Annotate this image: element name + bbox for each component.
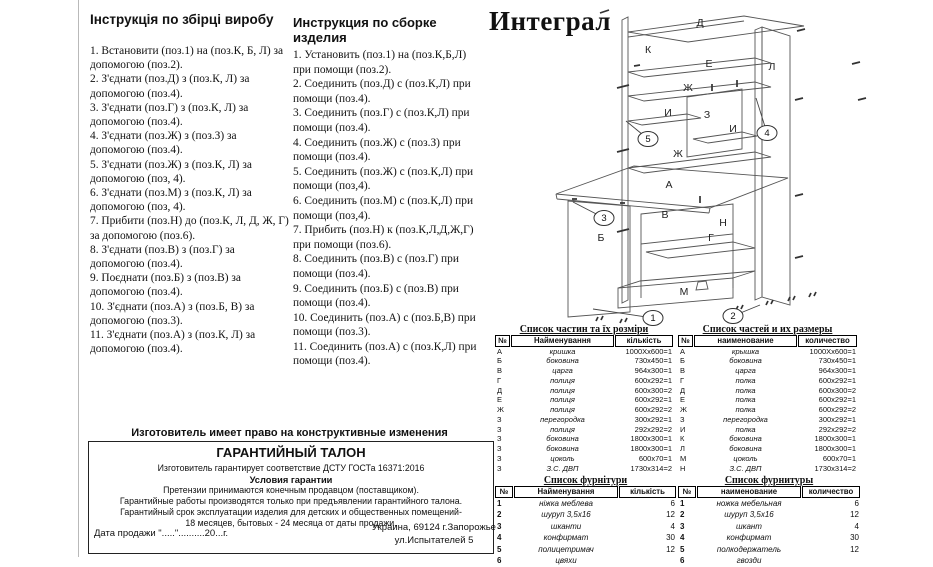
part-label: З xyxy=(703,109,711,121)
text-line: 4. З'єднати (поз.Ж) з (поз.З) за допомогою (поз.4). xyxy=(90,130,237,157)
table-row xyxy=(495,521,676,533)
text-line: 7. Прибить (поз.Н) к (поз.К,Л,Д,Ж,Г) при помощи (поз.6). xyxy=(293,224,474,251)
text-line: 11. Соединить (поз.А) с (поз.К,Л) при помощи (поз.4). xyxy=(293,340,477,368)
cell: 600х70=1 xyxy=(822,453,856,463)
cell: 1800х300=1 xyxy=(630,444,672,453)
cell: 5 xyxy=(497,544,502,554)
instructions-ru-list xyxy=(293,48,486,369)
cell: 2 xyxy=(497,510,502,519)
cell: 1800х300=1 xyxy=(630,434,672,444)
table-row xyxy=(495,454,673,464)
cell: З xyxy=(497,424,502,434)
cell: 1 xyxy=(497,498,502,508)
text-line: 10. Соединить (поз.А) с (поз.Б,В) при помощи (поз.3). xyxy=(293,311,476,339)
part-label: Ж xyxy=(673,148,683,160)
table-row xyxy=(495,464,673,474)
header-row xyxy=(678,335,857,347)
text-line: Гарантийный срок эксплуатации изделия для детских и общественных помещений- xyxy=(120,507,462,517)
table-row xyxy=(495,347,673,357)
cell: Д xyxy=(497,385,503,395)
part-label: Г xyxy=(708,232,714,244)
callout-number: 2 xyxy=(730,311,736,323)
cell: цоколь xyxy=(733,453,758,463)
cell: Ж xyxy=(497,405,504,414)
text-line: 9. Соединить (поз.Б) с (поз.В) при помощи (поз.4). xyxy=(293,282,459,310)
table-row xyxy=(678,415,857,425)
cell: В xyxy=(497,366,503,375)
cell: З xyxy=(497,414,502,424)
cell: Д xyxy=(680,385,686,395)
table-row xyxy=(678,425,857,435)
cell: 600х292=1 xyxy=(818,395,856,405)
part-label: И xyxy=(664,107,672,119)
cell: конфирмат xyxy=(726,533,772,542)
part-label: Н xyxy=(719,217,727,229)
text-line: 7. Прибити (поз.Н) до (поз.К, Л, Д, Ж, Г) за допомогою (поз.6). xyxy=(90,215,289,242)
cell: 12 xyxy=(850,544,859,554)
cell: царга xyxy=(552,366,573,375)
text-line: 6. З'єднати (поз.М) з (поз.К, Л) за допомогою (поз, 4). xyxy=(90,187,252,214)
cell: шуруп 3,5х16 xyxy=(724,510,774,519)
part-label: И xyxy=(729,123,737,135)
cell: Г xyxy=(497,375,502,385)
cell: 1800х300=1 xyxy=(814,444,856,453)
table-row xyxy=(678,366,857,376)
cell: полка xyxy=(735,424,756,434)
cell: полицетримач xyxy=(538,544,594,554)
part-label: Д xyxy=(696,17,704,29)
cell: перегородка xyxy=(723,414,768,424)
cell: И xyxy=(680,424,686,434)
table-row xyxy=(678,347,857,357)
cell: 4 xyxy=(854,521,859,531)
cell: 3 xyxy=(680,521,685,531)
cell: 600х292=2 xyxy=(818,405,856,414)
text-line: 6. Соединить (поз.М) с (поз.К,Л) при помощи (поз,4). xyxy=(293,194,474,222)
col-num: № xyxy=(678,335,693,347)
table-row xyxy=(495,425,673,435)
cell: 300х292=1 xyxy=(634,414,672,424)
cell: полка xyxy=(735,405,756,414)
cell: полка xyxy=(735,395,756,405)
cell: А xyxy=(680,346,686,356)
cell: 964х300=1 xyxy=(818,366,856,375)
cell: 300х292=1 xyxy=(818,414,856,424)
text-line: Претензии принимаются конечным продавцом (поставщиком). xyxy=(163,485,419,495)
cell: 730х450=1 xyxy=(634,356,672,366)
cell: царга xyxy=(735,366,756,375)
instructions-ru xyxy=(293,15,486,369)
cell: боковина xyxy=(729,434,762,444)
cell: 6 xyxy=(854,498,859,508)
cell: Г xyxy=(680,375,685,385)
cell: 292х292=2 xyxy=(634,424,672,434)
hardware-table-ru-title: Список фурнитуры xyxy=(724,475,814,486)
hardware-table-ua-title: Список фурнітури xyxy=(543,475,628,486)
table-row xyxy=(678,444,857,454)
part-label: В xyxy=(661,209,669,221)
warranty-box xyxy=(88,441,494,554)
text-line: 11. З'єднати (поз.А) з (поз.К, Л) за допомогою (поз.4). xyxy=(90,329,256,356)
cell: полкодержатель xyxy=(716,544,782,554)
cell: А xyxy=(497,346,503,356)
table-row xyxy=(495,376,673,386)
cell: 1 xyxy=(680,498,685,508)
cell: кришка xyxy=(549,346,576,356)
callout-number: 3 xyxy=(601,213,607,225)
text-line: 1. Встановити (поз.1) на (поз.К, Б, Л) за допомогою (поз.2). xyxy=(90,45,284,72)
table-row xyxy=(495,405,673,415)
cell: 1000Хх600=1 xyxy=(809,346,856,356)
cell: 1000Хх600=1 xyxy=(625,346,672,356)
instructions-ua-heading: Інструкція по збірці виробу xyxy=(90,12,274,27)
cell: цвяхи xyxy=(555,556,577,565)
table-row xyxy=(678,544,860,556)
cell: полиця xyxy=(550,424,575,434)
text-line: 8. З'єднати (поз.В) з (поз.Г) за допомогою (поз.4). xyxy=(90,243,235,271)
text-line: 18 месяцев, бытовых - 24 месяца от даты продажи. xyxy=(185,518,397,528)
table-row xyxy=(495,444,673,454)
table-row xyxy=(495,509,676,521)
cell: К xyxy=(680,434,685,444)
part-label: М xyxy=(679,286,689,298)
col-name: Найменування xyxy=(511,335,614,347)
text-line: 8. Соединить (поз.В) с (поз.Г) при помощи (поз.4). xyxy=(293,253,459,280)
cell: 12 xyxy=(666,544,675,554)
manufacturer-note: Изготовитель имеет право на конструктивные изменения xyxy=(131,427,448,439)
col-name: наименование xyxy=(694,335,797,347)
cell: полка xyxy=(735,375,756,385)
cell: 6 xyxy=(680,556,685,565)
text-line: 4. Соединить (поз.Ж) с (поз.З) при помощи (поз.4). xyxy=(293,136,461,164)
cell: З xyxy=(680,414,685,424)
table-row xyxy=(495,532,676,544)
warranty-title: ГАРАНТИЙНЫЙ ТАЛОН xyxy=(216,445,366,460)
cell: Л xyxy=(680,444,685,453)
parts-table-ru xyxy=(677,324,858,473)
cell: 1730х314=2 xyxy=(814,463,856,473)
cell: 600х292=2 xyxy=(634,405,672,414)
cell: ножка мебельная xyxy=(716,498,782,508)
table-row xyxy=(678,509,860,521)
col-qty: кількість xyxy=(615,335,673,347)
text-line: 2. Соединить (поз.Д) с (поз.К,Л) при помощи (поз.4). xyxy=(293,78,471,105)
parts-table-ua-title: Список частин та їх розміри xyxy=(519,324,649,335)
table-row xyxy=(495,415,673,425)
table-row xyxy=(495,386,673,396)
part-label: Л xyxy=(768,61,776,73)
text-line: 5. Соединить (поз.Ж) с (поз.К,Л) при помощи (поз,4). xyxy=(293,165,474,193)
hardware-table-ru xyxy=(677,475,861,567)
warranty-conditions-heading: Условия гарантии xyxy=(249,475,333,485)
cell: Е xyxy=(680,395,686,405)
cell: 12 xyxy=(666,510,675,519)
cell: шкант xyxy=(736,521,762,531)
instructions-ua xyxy=(90,12,291,356)
cell: 6 xyxy=(670,498,675,508)
table-row xyxy=(678,356,857,366)
cell: перегородка xyxy=(540,414,585,424)
cell: ніжка меблева xyxy=(539,498,593,508)
cell: полиця xyxy=(550,405,575,414)
fastener-ticks xyxy=(572,10,866,323)
cell: полиця xyxy=(550,395,575,405)
parts-table-ua xyxy=(494,324,674,473)
cell: 1730х314=2 xyxy=(630,463,672,473)
address-line-1: Украина, 69124 г.Запорожье xyxy=(372,522,496,533)
cell: полиця xyxy=(550,375,575,385)
col-name: наименование xyxy=(697,486,801,498)
cell: крышка xyxy=(731,346,760,356)
cell: боковина xyxy=(729,356,762,366)
cell: 4 xyxy=(680,533,685,542)
cell: 30 xyxy=(850,533,859,542)
callout-number: 5 xyxy=(645,134,651,146)
cell: 3 xyxy=(497,521,502,531)
table-row xyxy=(678,405,857,415)
cell: З.С. ДВП xyxy=(729,463,762,473)
table-row xyxy=(678,555,860,567)
sale-date-label: Дата продажи "....."..........20...г. xyxy=(94,528,229,539)
cell: 600х292=1 xyxy=(818,375,856,385)
cell: 600х292=1 xyxy=(634,395,672,405)
product-title: Интеграл xyxy=(489,6,611,36)
col-num: № xyxy=(495,486,513,498)
callout-number: 1 xyxy=(650,313,656,325)
col-qty: количество xyxy=(798,335,857,347)
col-num: № xyxy=(678,486,696,498)
table-row xyxy=(678,464,857,474)
cell: боковина xyxy=(729,444,762,453)
callout-number: 4 xyxy=(764,128,770,140)
table-row xyxy=(495,544,676,556)
part-label: А xyxy=(665,179,673,191)
text-line: 3. Соединить (поз.Г) с (поз.К,Л) при помощи (поз.4). xyxy=(293,107,470,134)
col-qty: количество xyxy=(802,486,860,498)
cell: Н xyxy=(680,463,686,473)
cell: 6 xyxy=(497,556,502,565)
part-label: Ж xyxy=(683,82,693,94)
hardware-table-ua xyxy=(494,475,677,567)
text-line: 1. Установить (поз.1) на (поз.К,Б,Л) при помощи (поз.2). xyxy=(293,49,467,76)
header-row xyxy=(495,486,676,498)
text-line: 9. Поєднати (поз.Б) з (поз.В) за допомогою (поз.4). xyxy=(90,272,241,299)
table-row xyxy=(495,366,673,376)
header-row xyxy=(678,486,860,498)
assembly-diagram xyxy=(585,5,875,335)
cell: полка xyxy=(735,385,756,395)
cell: 12 xyxy=(850,510,859,519)
cell: шканти xyxy=(550,521,582,531)
cell: Б xyxy=(497,356,502,366)
cell: боковина xyxy=(546,356,579,366)
cell xyxy=(619,555,676,567)
cell: 5 xyxy=(680,544,685,554)
cell: З xyxy=(497,463,502,473)
col-name: Найменування xyxy=(514,486,618,498)
part-label: Е xyxy=(705,58,713,70)
table-row xyxy=(495,356,673,366)
table-row xyxy=(678,386,857,396)
cell: боковина xyxy=(546,444,579,453)
cell: цоколь xyxy=(550,453,575,463)
table-row xyxy=(678,376,857,386)
table-row xyxy=(495,434,673,444)
cell: шуруп 3,5х16 xyxy=(541,510,591,519)
table-row xyxy=(495,395,673,405)
cell: 2 xyxy=(680,510,685,519)
cell: М xyxy=(680,453,687,463)
cell: полиця xyxy=(550,385,575,395)
instructions-ua-list xyxy=(90,44,291,356)
table-row xyxy=(678,498,860,510)
text-line: 5. З'єднати (поз.Ж) з (поз.К, Л) за допомогою (поз, 4). xyxy=(90,158,252,185)
part-label: К xyxy=(644,44,652,56)
cell: 600х300=2 xyxy=(818,385,856,395)
col-num: № xyxy=(495,335,510,347)
table-row xyxy=(495,555,676,567)
table-row xyxy=(678,521,860,533)
parts-table-ru-title: Список частей и их размеры xyxy=(702,324,833,335)
cell: 30 xyxy=(666,533,675,542)
text-line: 10. З'єднати (поз.А) з (поз.Б, В) за допомогою (поз.3). xyxy=(90,300,255,327)
cell: 600х70=1 xyxy=(638,453,672,463)
header-row xyxy=(495,335,673,347)
cell: 292х292=2 xyxy=(818,424,856,434)
diagram-lines xyxy=(556,16,804,317)
cell xyxy=(802,555,860,567)
part-label: Б xyxy=(597,232,605,244)
cell: В xyxy=(680,366,686,375)
cell: 600х292=1 xyxy=(634,375,672,385)
cell: Б xyxy=(680,356,685,366)
warranty-standard-line: Изготовитель гарантирует соответствие ДСТУ ГОСТа 16371:2016 xyxy=(157,463,425,473)
cell: З xyxy=(497,453,502,463)
callouts xyxy=(573,98,777,326)
text-line: 2. З'єднати (поз.Д) з (поз.К, Л) за допомогою (поз.4). xyxy=(90,73,250,100)
cell: 4 xyxy=(670,521,675,531)
cell: 1800х300=1 xyxy=(814,434,856,444)
text-line: 3. З'єднати (поз.Г) з (поз.К, Л) за допомогою (поз.4). xyxy=(90,101,249,129)
cell: 964х300=1 xyxy=(634,366,672,375)
col-qty: кількість xyxy=(619,486,676,498)
cell: 4 xyxy=(497,533,502,542)
cell: боковина xyxy=(546,434,579,444)
text-line: Гарантийные работы производятся только при предъявлении гарантийного талона. xyxy=(119,496,463,506)
cell: З.С. ДВП xyxy=(546,463,579,473)
cell: гвозди xyxy=(736,556,762,565)
table-row xyxy=(678,454,857,464)
table-row xyxy=(678,395,857,405)
cell: З xyxy=(497,444,502,453)
table-row xyxy=(678,532,860,544)
cell: 730х450=1 xyxy=(818,356,856,366)
table-row xyxy=(678,434,857,444)
table-row xyxy=(495,498,676,510)
page-margin-line xyxy=(78,0,79,557)
instructions-ru-heading: Инструкция по сборке изделия xyxy=(293,15,437,45)
cell: З xyxy=(497,434,502,444)
cell: 600х300=2 xyxy=(634,385,672,395)
cell: конфирмат xyxy=(543,533,589,542)
cell: Ж xyxy=(680,405,687,414)
address-line-2: ул.Испытателей 5 xyxy=(394,535,474,546)
cell: Е xyxy=(497,395,503,405)
